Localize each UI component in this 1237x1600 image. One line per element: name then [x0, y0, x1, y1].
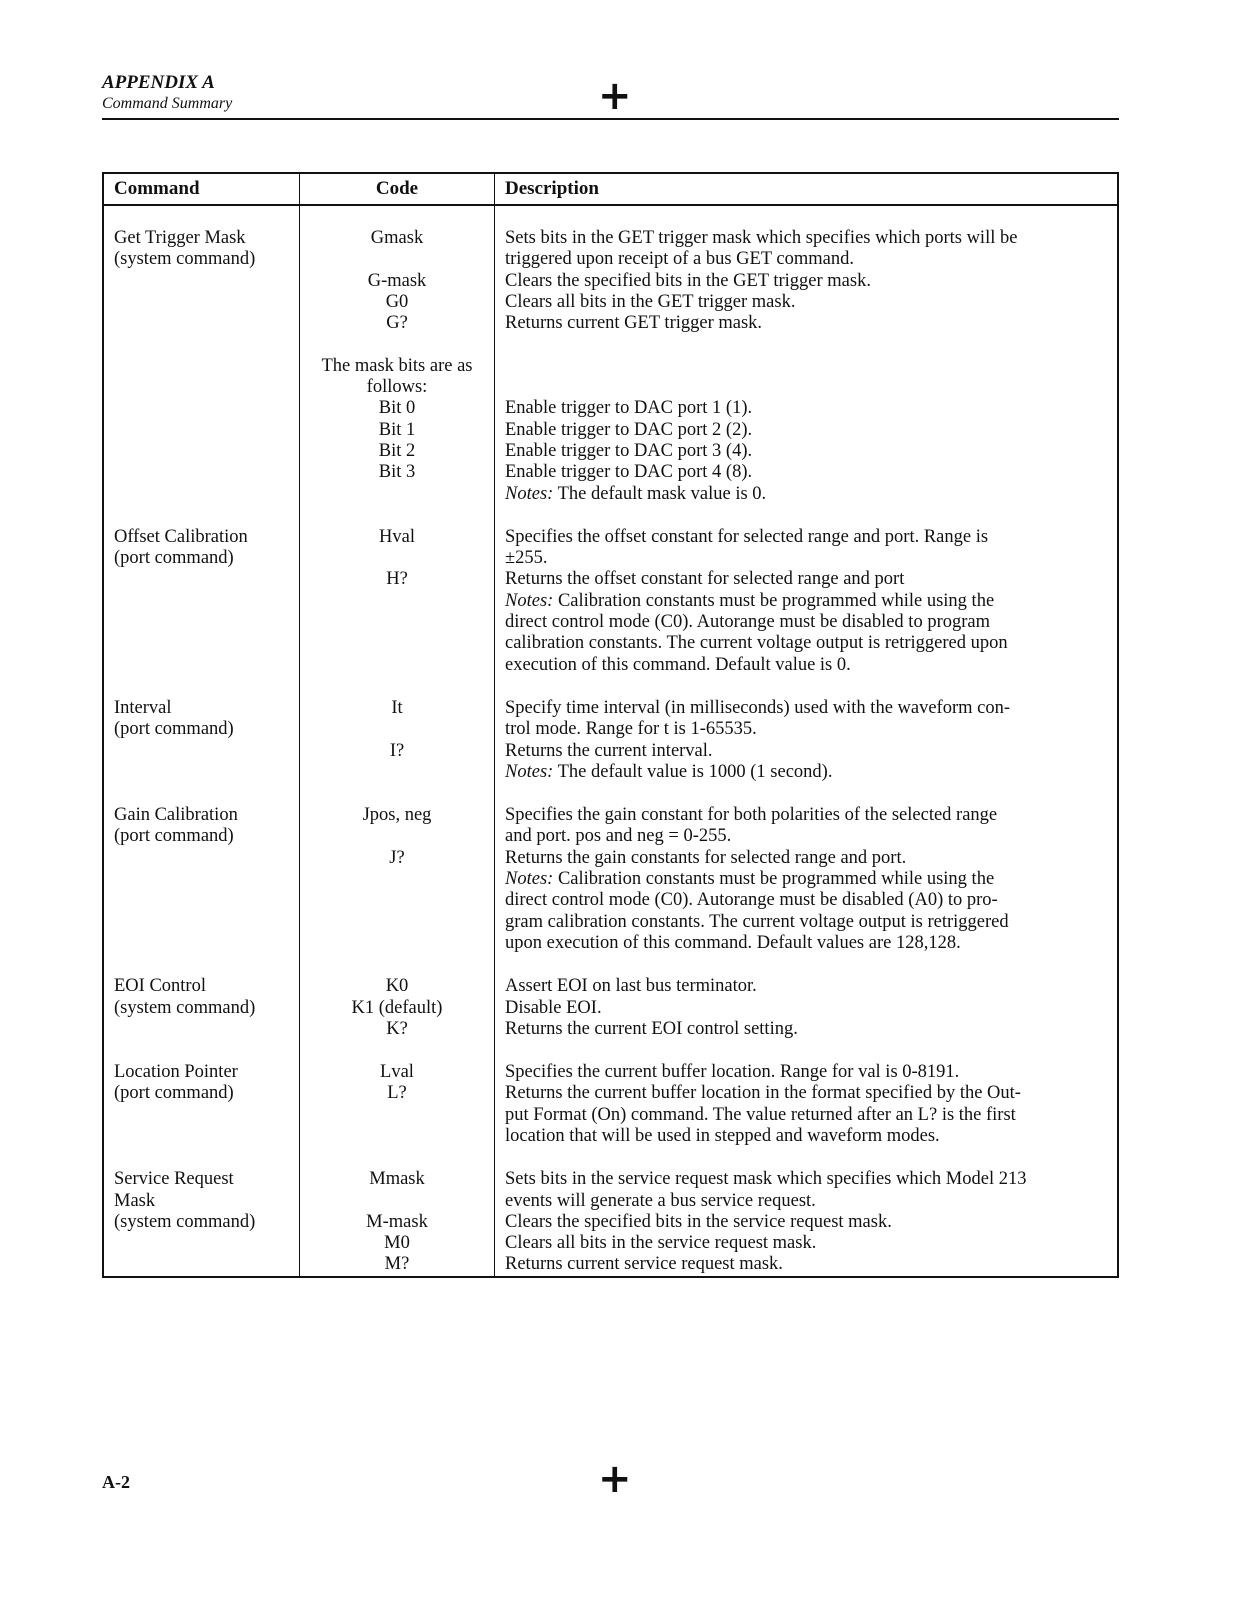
description-line: Sets bits in the service request mask which specifies which Model 213	[505, 1169, 1027, 1190]
description-line: events will generate a bus service request.	[505, 1190, 816, 1211]
code-line	[310, 1105, 484, 1126]
code-cell	[300, 805, 495, 954]
notes-text: Calibration constants must be programmed while using the	[553, 590, 995, 611]
description-line	[505, 484, 1107, 505]
row-spacer	[103, 676, 1118, 698]
table-row	[103, 527, 1118, 676]
description-line: calibration constants. The current voltage output is retriggered upon	[505, 633, 1008, 654]
description-line: Sets bits in the GET trigger mask which specifies which ports will be	[505, 228, 1018, 248]
command-name-line: (system command)	[114, 997, 256, 1018]
description-line: Returns the gain constants for selected range and port.	[505, 847, 907, 868]
description-line	[505, 356, 1107, 377]
code-line: I?	[389, 740, 405, 761]
code-line	[310, 334, 484, 355]
code-line	[310, 633, 484, 654]
table-row	[103, 976, 1118, 1040]
appendix-subtitle: Command Summary	[102, 95, 233, 112]
command-cell	[103, 228, 300, 505]
code-line: L?	[387, 1083, 407, 1104]
description-line: location that will be used in stepped and waveform modes.	[505, 1125, 940, 1146]
command-cell	[103, 698, 300, 783]
command-name-line: Mask	[114, 1190, 156, 1211]
table-row	[103, 805, 1118, 954]
code-line: K0	[385, 976, 409, 997]
code-line: M-mask	[366, 1211, 428, 1232]
code-line	[310, 655, 484, 676]
code-cell	[300, 527, 495, 676]
code-line: follows:	[366, 377, 428, 398]
notes-label: Notes:	[505, 590, 554, 611]
description-line: Disable EOI.	[505, 997, 602, 1018]
command-name-line: (port command)	[114, 1083, 234, 1104]
description-line: Assert EOI on last bus terminator.	[505, 976, 757, 997]
code-line	[310, 912, 484, 933]
row-spacer	[103, 205, 1118, 228]
column-header-code: Code	[300, 173, 495, 205]
description-line: execution of this command. Default value is 0.	[505, 654, 851, 675]
code-line: Bit 2	[378, 440, 416, 461]
code-line: K1 (default)	[351, 997, 443, 1018]
code-line: M0	[384, 1233, 410, 1254]
table-row	[103, 228, 1118, 505]
code-line: G0	[385, 291, 409, 312]
notes-text: Calibration constants must be programmed while using the	[553, 869, 995, 890]
code-line: Hval	[379, 526, 415, 547]
code-line: Mmask	[369, 1169, 425, 1190]
description-line: Specifies the gain constant for both polarities of the selected range	[505, 805, 998, 826]
code-line: H?	[386, 569, 408, 590]
description-cell	[495, 1062, 1119, 1147]
description-line: Clears all bits in the GET trigger mask.	[505, 291, 796, 312]
description-line: Returns the current EOI control setting.	[505, 1018, 798, 1039]
code-cell	[300, 698, 495, 783]
description-line: Clears the specified bits in the service request mask.	[505, 1211, 892, 1232]
description-line: trol mode. Range for t is 1-65535.	[505, 719, 757, 740]
command-name-line: Offset Calibration	[114, 526, 248, 547]
code-line	[310, 869, 484, 890]
table-row	[103, 1062, 1118, 1147]
page-number: A-2	[102, 1472, 130, 1492]
description-line: Specifies the current buffer location. Range for val is 0-8191.	[505, 1062, 960, 1083]
code-line: Gmask	[370, 228, 424, 248]
code-line: K?	[386, 1018, 408, 1039]
description-line	[505, 334, 1107, 355]
description-cell	[495, 976, 1119, 1040]
code-line	[310, 612, 484, 633]
row-spacer	[103, 1040, 1118, 1062]
code-cell	[300, 1169, 495, 1276]
notes-text: The default mask value is 0.	[553, 483, 767, 504]
code-line	[310, 484, 484, 505]
command-name-line: Get Trigger Mask	[114, 228, 246, 248]
notes-label: Notes:	[505, 761, 554, 782]
code-line	[310, 762, 484, 783]
description-line: gram calibration constants. The current voltage output is retriggered	[505, 911, 1009, 932]
command-cell	[103, 1062, 300, 1147]
description-line	[505, 591, 1107, 612]
code-line	[310, 249, 484, 270]
code-cell	[300, 228, 495, 505]
description-line: Clears the specified bits in the GET trigger mask.	[505, 270, 871, 291]
command-name-line: Interval	[114, 697, 172, 718]
description-line: Enable trigger to DAC port 2 (2).	[505, 419, 753, 440]
code-line: The mask bits are as	[321, 355, 473, 376]
code-line: J?	[389, 847, 405, 868]
command-name-line: (system command)	[114, 249, 256, 270]
code-line	[310, 933, 484, 954]
description-line: Returns current GET trigger mask.	[505, 313, 763, 334]
description-line: Clears all bits in the service request mask.	[505, 1233, 817, 1254]
registration-mark-bottom: +	[598, 1456, 632, 1502]
code-line: G-mask	[367, 270, 427, 291]
description-line: Enable trigger to DAC port 4 (8).	[505, 462, 753, 483]
code-line: M?	[384, 1254, 410, 1275]
row-spacer	[103, 505, 1118, 527]
code-line: G?	[386, 313, 408, 334]
code-line: Bit 0	[378, 398, 416, 419]
code-line	[310, 719, 484, 740]
description-line	[505, 377, 1107, 398]
row-spacer	[103, 1147, 1118, 1169]
appendix-title: APPENDIX A	[102, 72, 215, 93]
description-cell	[495, 228, 1119, 505]
description-line: direct control mode (C0). Autorange must be disabled to program	[505, 612, 990, 633]
description-line: Specify time interval (in milliseconds) used with the waveform con-	[505, 697, 1011, 718]
table-header-row	[103, 173, 1118, 205]
code-line: Jpos, neg	[362, 805, 432, 826]
description-line: Returns the current interval.	[505, 740, 713, 761]
code-line: Bit 1	[378, 419, 416, 440]
description-line: Enable trigger to DAC port 1 (1).	[505, 398, 753, 419]
command-cell	[103, 976, 300, 1040]
code-line	[310, 890, 484, 911]
description-line: and port. pos and neg = 0-255.	[505, 826, 732, 847]
notes-label: Notes:	[505, 869, 554, 890]
code-cell	[300, 1062, 495, 1147]
code-line	[310, 826, 484, 847]
description-cell	[495, 527, 1119, 676]
code-line: Lval	[380, 1062, 414, 1083]
description-line: Enable trigger to DAC port 3 (4).	[505, 440, 753, 461]
command-name-line: (port command)	[114, 719, 234, 740]
code-cell	[300, 976, 495, 1040]
code-line	[310, 1191, 484, 1212]
description-line: put Format (On) command. The value returned after an L? is the first	[505, 1104, 1016, 1125]
command-name-line: Service Request	[114, 1169, 234, 1190]
description-line	[505, 762, 1107, 783]
column-header-command: Command	[103, 173, 300, 205]
code-line	[310, 1126, 484, 1147]
description-line: Returns current service request mask.	[505, 1254, 783, 1275]
description-line: Returns the current buffer location in the format specified by the Out-	[505, 1083, 1021, 1104]
description-cell	[495, 698, 1119, 783]
description-line	[505, 869, 1107, 890]
notes-label: Notes:	[505, 483, 554, 504]
command-summary-table	[102, 172, 1119, 1278]
table-body	[103, 205, 1118, 1277]
command-name-line: EOI Control	[114, 976, 206, 997]
code-line	[310, 548, 484, 569]
code-line: Bit 3	[378, 462, 416, 483]
command-cell	[103, 1169, 300, 1276]
registration-mark-top: +	[598, 73, 632, 119]
description-line: ±255.	[505, 548, 548, 569]
description-cell	[495, 1169, 1119, 1276]
table-row	[103, 698, 1118, 783]
description-line: upon execution of this command. Default values are 128,128.	[505, 932, 961, 953]
description-line: Returns the offset constant for selected range and port	[505, 569, 905, 590]
command-name-line: Gain Calibration	[114, 805, 238, 826]
notes-text: The default value is 1000 (1 second).	[553, 761, 833, 782]
column-header-description: Description	[495, 173, 1119, 205]
command-name-line: (port command)	[114, 826, 234, 847]
row-spacer	[103, 954, 1118, 976]
table-row	[103, 1169, 1118, 1276]
command-name-line: (port command)	[114, 548, 234, 569]
description-cell	[495, 805, 1119, 954]
row-spacer	[103, 783, 1118, 805]
command-cell	[103, 527, 300, 676]
code-line	[310, 591, 484, 612]
description-line: triggered upon receipt of a bus GET command.	[505, 249, 854, 270]
command-name-line: Location Pointer	[114, 1062, 238, 1083]
description-line: Specifies the offset constant for selected range and port. Range is	[505, 526, 989, 547]
command-cell	[103, 805, 300, 954]
code-line: It	[391, 697, 403, 718]
command-name-line: (system command)	[114, 1211, 256, 1232]
description-line: direct control mode (C0). Autorange must be disabled (A0) to pro-	[505, 890, 998, 911]
